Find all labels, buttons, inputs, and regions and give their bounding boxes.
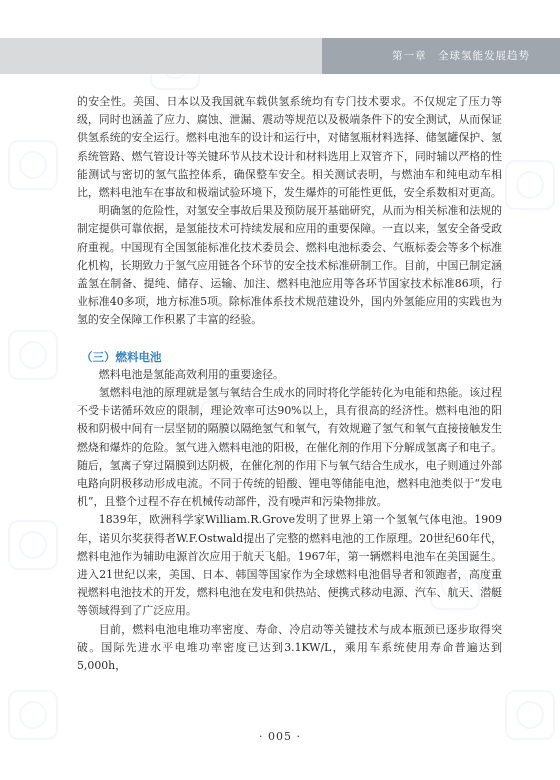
watermark-stamp <box>505 160 555 210</box>
body-paragraph: 目前，燃料电池电堆功率密度、寿命、冷启动等关键技术与成本瓶颈已逐步取得突破。国际先进水平电堆功率密度已达到3.1KW/L，乘用车系统使用寿命普遍达到5,000h， <box>77 622 502 673</box>
watermark-stamp <box>8 330 58 380</box>
body-paragraph: 氢燃料电池的原理就是氢与氧结合生成水的同时将化学能转化为电能和热能。该过程不受卡诺循环效应的限制，理论效率可达90%以上，具有很高的经济性。燃料电池的阳极和阴极中间有一层坚韧的隔膜以隔绝氢气和氧气，有效规避了氢气和氧气直接接触发生燃烧和爆炸的危险。氢气进入燃料电池的阳极，在催化剂的作用下分解成氢离子和电子。随后，氢离子穿过隔膜到达阴极，在催化剂的作用下与氧气结合生成水，电子则通过外部电路向阴极移动形成电流。不同于传统的铅酸、锂电等储能电池，燃料电池类似于“发电机”，且整个过程不存在机械传动部件，没有噪声和污染物排放。 <box>77 386 502 509</box>
page-body <box>77 93 502 675</box>
body-paragraph: 的安全性。美国、日本以及我国就车载供氢系统均有专门技术要求。不仅规定了压力等级，同时也涵盖了应力、腐蚀、泄漏、震动等规范以及极端条件下的安全测试，从而保证供氢系统的安全运行。燃料电池车的设计和运行中，对储氢瓶材料选择、储氢罐保护、氢系统管路、燃气管设计等关键环节从技术设计和材料选用上双管齐下，同时辅以严格的性能测试与密切的氢气监控体系，确保整车安全。相关测试表明，与燃油车和纯电动车相比，燃料电池车在事故和极端试验环境下，发生爆炸的可能性更低，安全系数相对更高。 <box>77 95 502 200</box>
watermark-stamp <box>8 520 58 570</box>
page-number: · 005 · <box>259 730 301 743</box>
body-paragraph: 明确氢的危险性，对氢安全事故后果及预防展开基础研究，从而为相关标准和法规的制定提供可靠依据，是氢能技术可持续发展和应用的重要保障。一直以来，氢安全备受政府重视。中国现有全国氢能标准化技术委员会、燃料电池标委会、气瓶标委会等多个标准化机构，长期致力于氢气应用链各个环节的安全技术标准研制工作。目前，中国已制定涵盖氢在制备、提纯、储存、运输、加注、燃料电池应用等各环节国家技术标准86项，行业标准40多项，地方标准5项。除标准体系技术规范建设外，国内外氢能应用的实践也为氢的安全保障工作积累了丰富的经验。 <box>77 204 502 327</box>
body-paragraph: 燃料电池是氢能高效利用的重要途径。 <box>98 367 284 381</box>
watermark-stamp <box>8 140 58 190</box>
chapter-title: 第一章 全球氢能发展趋势 <box>392 50 530 62</box>
body-paragraph: 1839年，欧洲科学家William.R.Grove发明了世界上第一个氢氧气体电池。1909年，诺贝尔奖获得者W.F.Ostwald提出了完整的燃料电池的工作原理。20世纪60年代，燃料电池作为辅助电源首次应用于航天飞船。1967年，第一辆燃料电池车在美国诞生。进入21世纪以来，美国、日本、韩国等国家作为全球燃料电池倡导者和领跑者，高度重视燃料电池技术的开发，燃料电池在发电和供热站、便携式移动电源、汽车、航天、潜艇等领域得到了广泛应用。 <box>77 513 502 618</box>
section-heading: （三）燃料电池 <box>81 349 162 364</box>
